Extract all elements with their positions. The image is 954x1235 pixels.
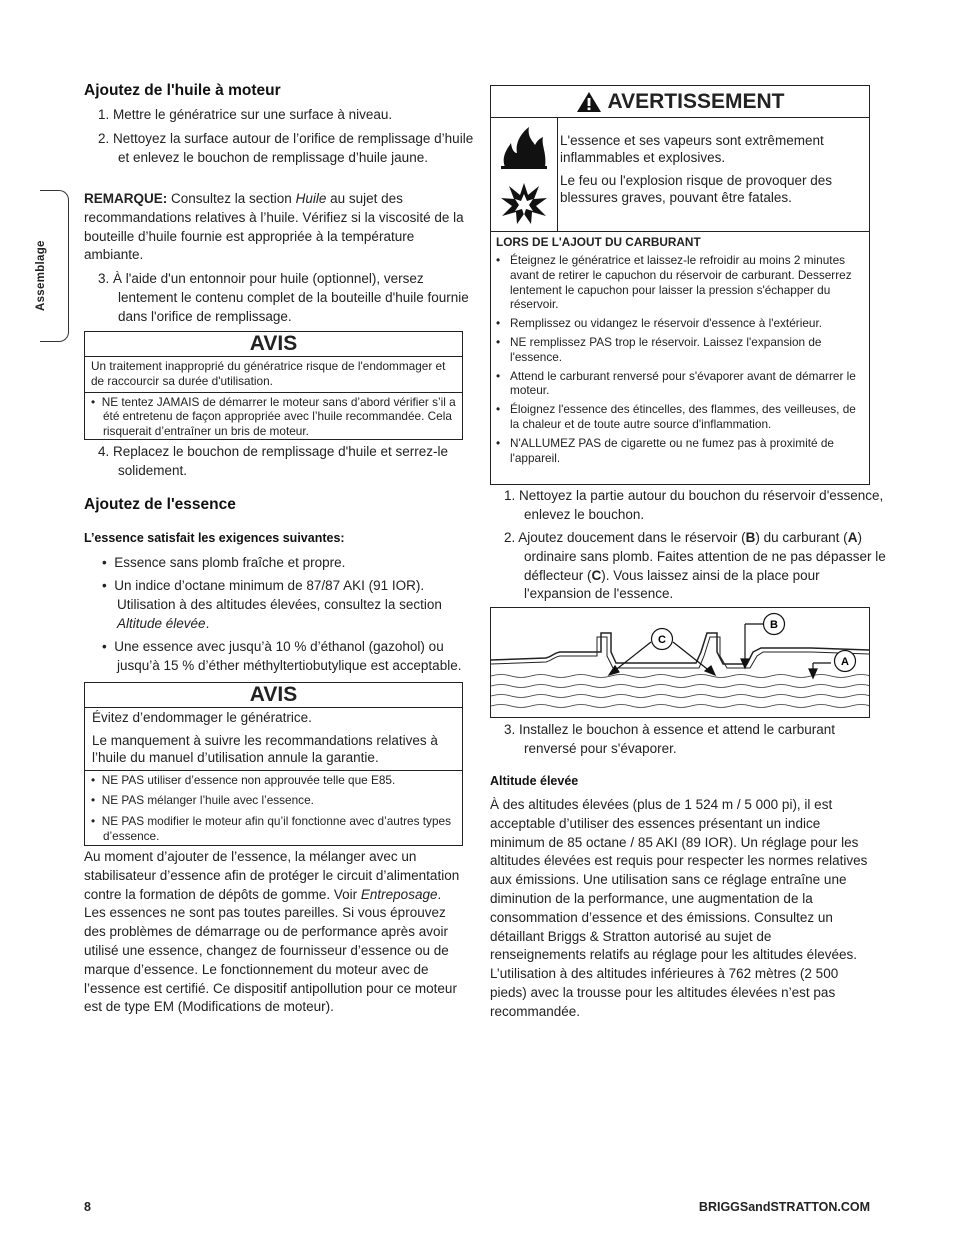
fuel-tank-diagram — [491, 608, 869, 717]
fuel-step-1: 1. Nettoyez la partie autour du bouchon du réservoir d'essence, enlevez le bouchon. — [504, 488, 884, 522]
remark-paragraph: REMARQUE: Consultez la section Huile au sujet des recommandations relatives à l’huile. Vérifiez si la viscosité de la bouteille d’huile fournie est appropriée à la température ambiante. — [84, 191, 464, 263]
warning-bullet: • Remplissez ou vidangez le réservoir d'essence à l'extérieur. — [496, 316, 822, 331]
avis-title: AVIS — [85, 332, 462, 357]
warning-box — [490, 85, 870, 485]
page-number: 8 — [84, 1200, 91, 1214]
svg-text:A: A — [841, 656, 849, 668]
figure-label-c — [652, 629, 673, 650]
fuel-heading: Ajoutez de l'essence — [84, 496, 236, 513]
oil-step-3: 3. À l'aide d'un entonnoir pour huile (optionnel), versez lentement le contenu complet de la bouteille d'huile fournie dans l'orifice de remplissage. — [98, 271, 469, 324]
fire-hazard-icon — [499, 123, 549, 169]
avis-box-oil — [84, 331, 463, 440]
warning-bullet: • NE remplissez PAS trop le réservoir. Laissez l'expansion de l'essence. — [496, 334, 822, 364]
fuel-req-1: • Essence sans plomb fraîche et propre. — [102, 555, 346, 570]
fuel-requirements-heading: L’essence satisfait les exigences suivantes: — [84, 531, 345, 545]
footer-website: BRIGGSandSTRATTON.COM — [698, 1200, 870, 1214]
fuel-step-3: 3. Installez le bouchon à essence et attend le carburant renversé pour s'évaporer. — [504, 722, 835, 756]
svg-text:B: B — [770, 619, 778, 631]
oil-step-2: 2. Nettoyez la surface autour de l’orifice de remplissage d’huile et enlevez le bouchon de remplissage d’huile jaune. — [98, 131, 474, 165]
side-tab-label: Assemblage — [35, 240, 47, 311]
avis-line-2: Le manquement à suivre les recommandations relatives à l’huile du manuel d’utilisation annule la garantie. — [92, 732, 438, 765]
svg-text:C: C — [658, 634, 666, 646]
avis-box-fuel — [84, 682, 463, 846]
avis-line-1: Évitez d’endommager le génératrice. — [92, 710, 312, 725]
warning-bullet: • N'ALLUMEZ PAS de cigarette ou ne fumez pas à proximité de l'appareil. — [496, 435, 834, 465]
warning-text-1: L'essence et ses vapeurs sont extrêmement inflammables et explosives. — [560, 133, 824, 165]
fuel-tank-figure — [490, 607, 870, 718]
avis-bullet: • NE tentez JAMAIS de démarrer le moteur sans d’abord vérifier s’il a été entretenu de façon appropriée avec l’huile recommandée. Cela risquerait d’entraîner un bris de moteur. — [91, 394, 456, 439]
stabilizer-paragraph: Au moment d’ajouter de l’essence, la mélanger avec un stabilisateur d’essence afin de protéger le circuit d’alimentation contre la formation de dépôts de gomme. Voir Entreposage. Les essences ne sont pas toutes pareilles. Si vous éprouvez des problèmes de démarrage ou de performance après avoir utilisé une essence, changez de fournisseur d’essence ou de marque d’essence. Le fonctionnement du moteur avec de l’essence est certifié. Ce dispositif antipollution pour ce moteur est de type EM (Modifications de moteur). — [84, 849, 460, 1015]
warning-triangle-icon — [576, 91, 602, 113]
figure-label-a — [835, 651, 856, 672]
fuel-req-3: • Une essence avec jusqu’à 10 % d’éthanol (gazohol) ou jusqu’à 15 % d’éther méthyltertiobutylique est acceptable. — [102, 639, 462, 673]
avis-bullet: • NE PAS utiliser d’essence non approuvée telle que E85. — [91, 772, 396, 787]
oil-heading: Ajoutez de l'huile à moteur — [84, 82, 281, 99]
fuel-req-2: • Un indice d’octane minimum de 87/87 AKI (91 IOR). Utilisation à des altitudes élevées, consultez la section Altitude élevée. — [102, 578, 442, 631]
altitude-heading: Altitude élevée — [490, 774, 579, 788]
warning-bullet: • Attend le carburant renversé pour s'évaporer avant de démarrer le moteur. — [496, 368, 856, 398]
fuel-step-2: 2. Ajoutez doucement dans le réservoir (B) du carburant (A) ordinaire sans plomb. Faites attention de ne pas dépasser le déflecteur (C). Vous laissez ainsi de la place pour l'expansion de l'essence. — [504, 530, 886, 602]
figure-label-b — [764, 614, 785, 635]
avis-title: AVIS — [85, 683, 462, 708]
avis-bullet: • NE PAS mélanger l’huile avec l’essence. — [91, 793, 314, 808]
oil-step-1: 1. Mettre le génératrice sur une surface à niveau. — [98, 107, 393, 122]
warning-title: AVERTISSEMENT — [607, 89, 785, 113]
oil-step-4: 4. Replacez le bouchon de remplissage d'huile et serrez-le solidement. — [98, 444, 449, 478]
avis-bullet: • NE PAS modifier le moteur afin qu’il fonctionne avec d’autres types d’essence. — [91, 814, 451, 843]
altitude-paragraph: À des altitudes élevées (plus de 1 524 m / 5 000 pi), il est acceptable d’utiliser des essences présentant un indice minimum de 85 octane / 85 AKI (89 IOR). Un réglage pour les altitudes élevées est requis pour respecter les normes relatives aux émissions. Une utilisation sans ce réglage entraîne une diminution de la performance, une augmentation de la consommation d’essence et des émissions. Consultez un détaillant Briggs & Stratton autorisé au sujet de renseignements relatifs au réglage pour les altitudes élevées. L’utilisation à des altitudes inférieures à 762 mètres (2 500 pieds) avec la trousse pour les altitudes élevées n’est pas recommandée. — [490, 797, 868, 1019]
warning-text-2: Le feu ou l'explosion risque de provoquer des blessures graves, pouvant être fatales. — [560, 173, 833, 205]
avis-text: Un traitement inapproprié du génératrice risque de l'endommager et de raccourcir sa durée d'utilisation. — [91, 359, 446, 388]
warning-header — [491, 86, 869, 118]
warning-bullet: • Éteignez le génératrice et laissez-le refroidir au moins 2 minutes avant de retirer le capuchon du réservoir de carburant. Desserrez lentement le capuchon pour laisser la pression s'échapper du réservoir. — [496, 253, 852, 312]
section-side-tab — [35, 190, 69, 342]
warning-subheading: LORS DE L'AJOUT DU CARBURANT — [496, 235, 701, 249]
explosion-hazard-icon — [499, 180, 549, 226]
warning-bullet: • Éloignez l'essence des étincelles, des flammes, des veilleuses, de la chaleur et de toute autre source d'inflammation. — [496, 402, 856, 431]
